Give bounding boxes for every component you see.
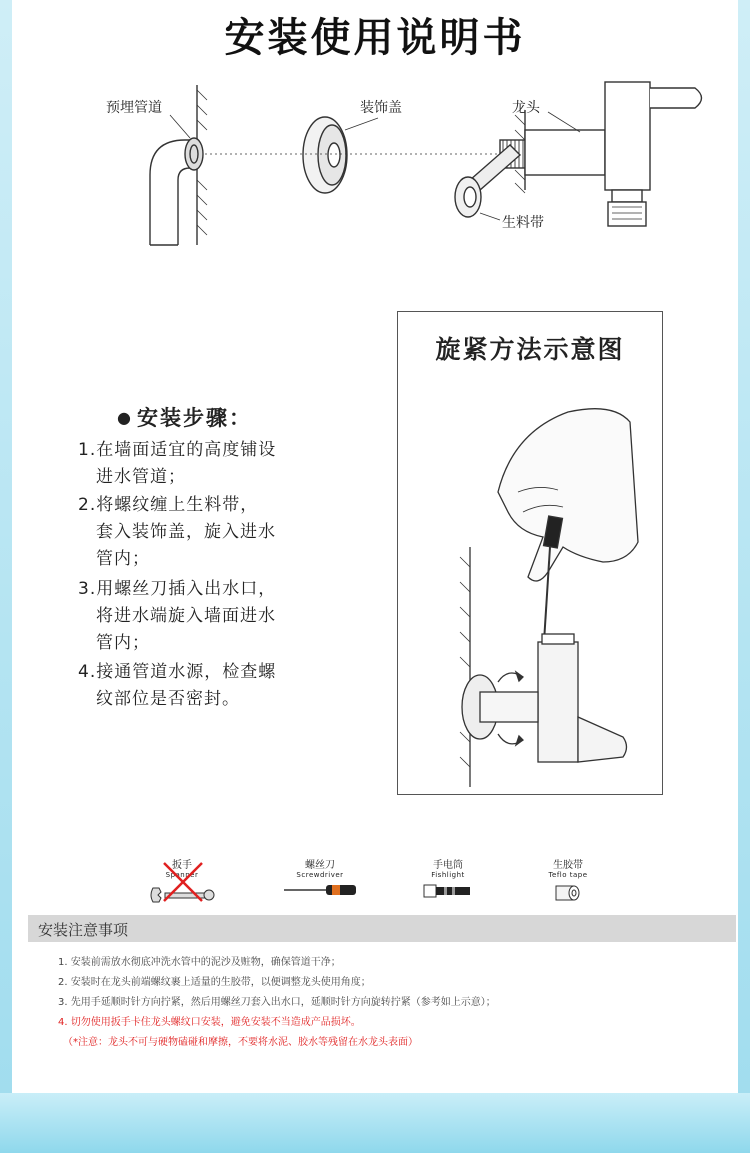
tool-spanner: [142, 856, 222, 908]
step-line: 进水管道；: [96, 467, 186, 487]
screwdriver-icon: [280, 882, 360, 898]
tool-flashlight: [408, 856, 488, 900]
label-decorative-cover: 装饰盖: [360, 100, 402, 116]
step-number: 2.: [78, 495, 97, 515]
step-line: 套入装饰盖，旋入进水: [96, 522, 276, 542]
tool-name: 生胶带: [553, 860, 583, 871]
note-item: 2. 安装时在龙头前端螺纹裹上适量的生胶带，以便调整龙头使用角度；: [58, 977, 371, 988]
label-embedded-pipe: 预埋管道: [106, 100, 162, 116]
step-number: 3.: [78, 579, 97, 599]
step-line: 将进水端旋入墙面进水: [96, 606, 276, 626]
notes-title: 安装注意事项: [38, 921, 129, 939]
step-line: 管内；: [96, 549, 150, 569]
tool-name-en: Spanner: [165, 871, 199, 879]
bottom-band: [0, 1093, 750, 1153]
steps-heading-text: 安装步骤：: [136, 405, 252, 430]
step-line: 接通管道水源，检查螺: [96, 662, 277, 682]
label-faucet: 龙头: [512, 100, 540, 116]
tool-name-en: Fishlight: [431, 871, 465, 879]
step-number: 1.: [78, 440, 97, 460]
page-title: 安装使用说明书: [224, 14, 526, 61]
tool-name-en: Teflo tape: [548, 871, 588, 879]
note-warning: （*注意：龙头不可与硬物磕碰和摩擦，不要将水泥、胶水等残留在水龙头表面）: [63, 1037, 418, 1048]
step-line: 管内；: [96, 633, 150, 653]
tool-name: 扳手: [172, 860, 192, 871]
notes-header-bar: [28, 915, 736, 942]
note-item: 3. 先用手延顺时针方向拧紧，然后用螺丝刀套入出水口，延顺时针方向旋转拧紧（参考如上示意）；: [58, 997, 496, 1008]
step-3: [78, 576, 378, 657]
step-1: [78, 437, 378, 491]
method-title: 旋紧方法示意图: [435, 335, 625, 364]
tool-teflon-tape: [528, 856, 608, 904]
label-teflon-tape: 生料带: [502, 215, 544, 231]
step-line: 纹部位是否密封。: [96, 689, 240, 709]
step-line: 在墙面适宜的高度铺设: [96, 440, 277, 460]
tool-screwdriver: [280, 856, 360, 898]
tape-icon: [548, 882, 588, 904]
note-item-important: 4. 切勿使用扳手卡住龙头螺纹口安装，避免安装不当造成产品损坏。: [58, 1017, 361, 1028]
step-2: [78, 492, 378, 573]
tool-name-en: Screwdriver: [296, 871, 344, 879]
tightening-illustration: [398, 372, 662, 792]
step-line: 将螺纹缠上生料带，: [96, 495, 259, 515]
steps-heading: ● 安装步骤：: [117, 405, 252, 430]
step-line: 用螺丝刀插入出水口，: [96, 579, 277, 599]
tool-name: 手电筒: [433, 860, 463, 871]
tool-name: 螺丝刀: [305, 860, 335, 871]
flashlight-icon: [420, 882, 476, 900]
step-number: 4.: [78, 662, 97, 682]
tightening-method-panel: [397, 311, 663, 795]
step-4: [78, 659, 378, 713]
note-item: 1. 安装前需放水彻底冲洗水管中的泥沙及赃物，确保管道干净；: [58, 957, 341, 968]
prohibited-cross-icon: [160, 859, 206, 905]
